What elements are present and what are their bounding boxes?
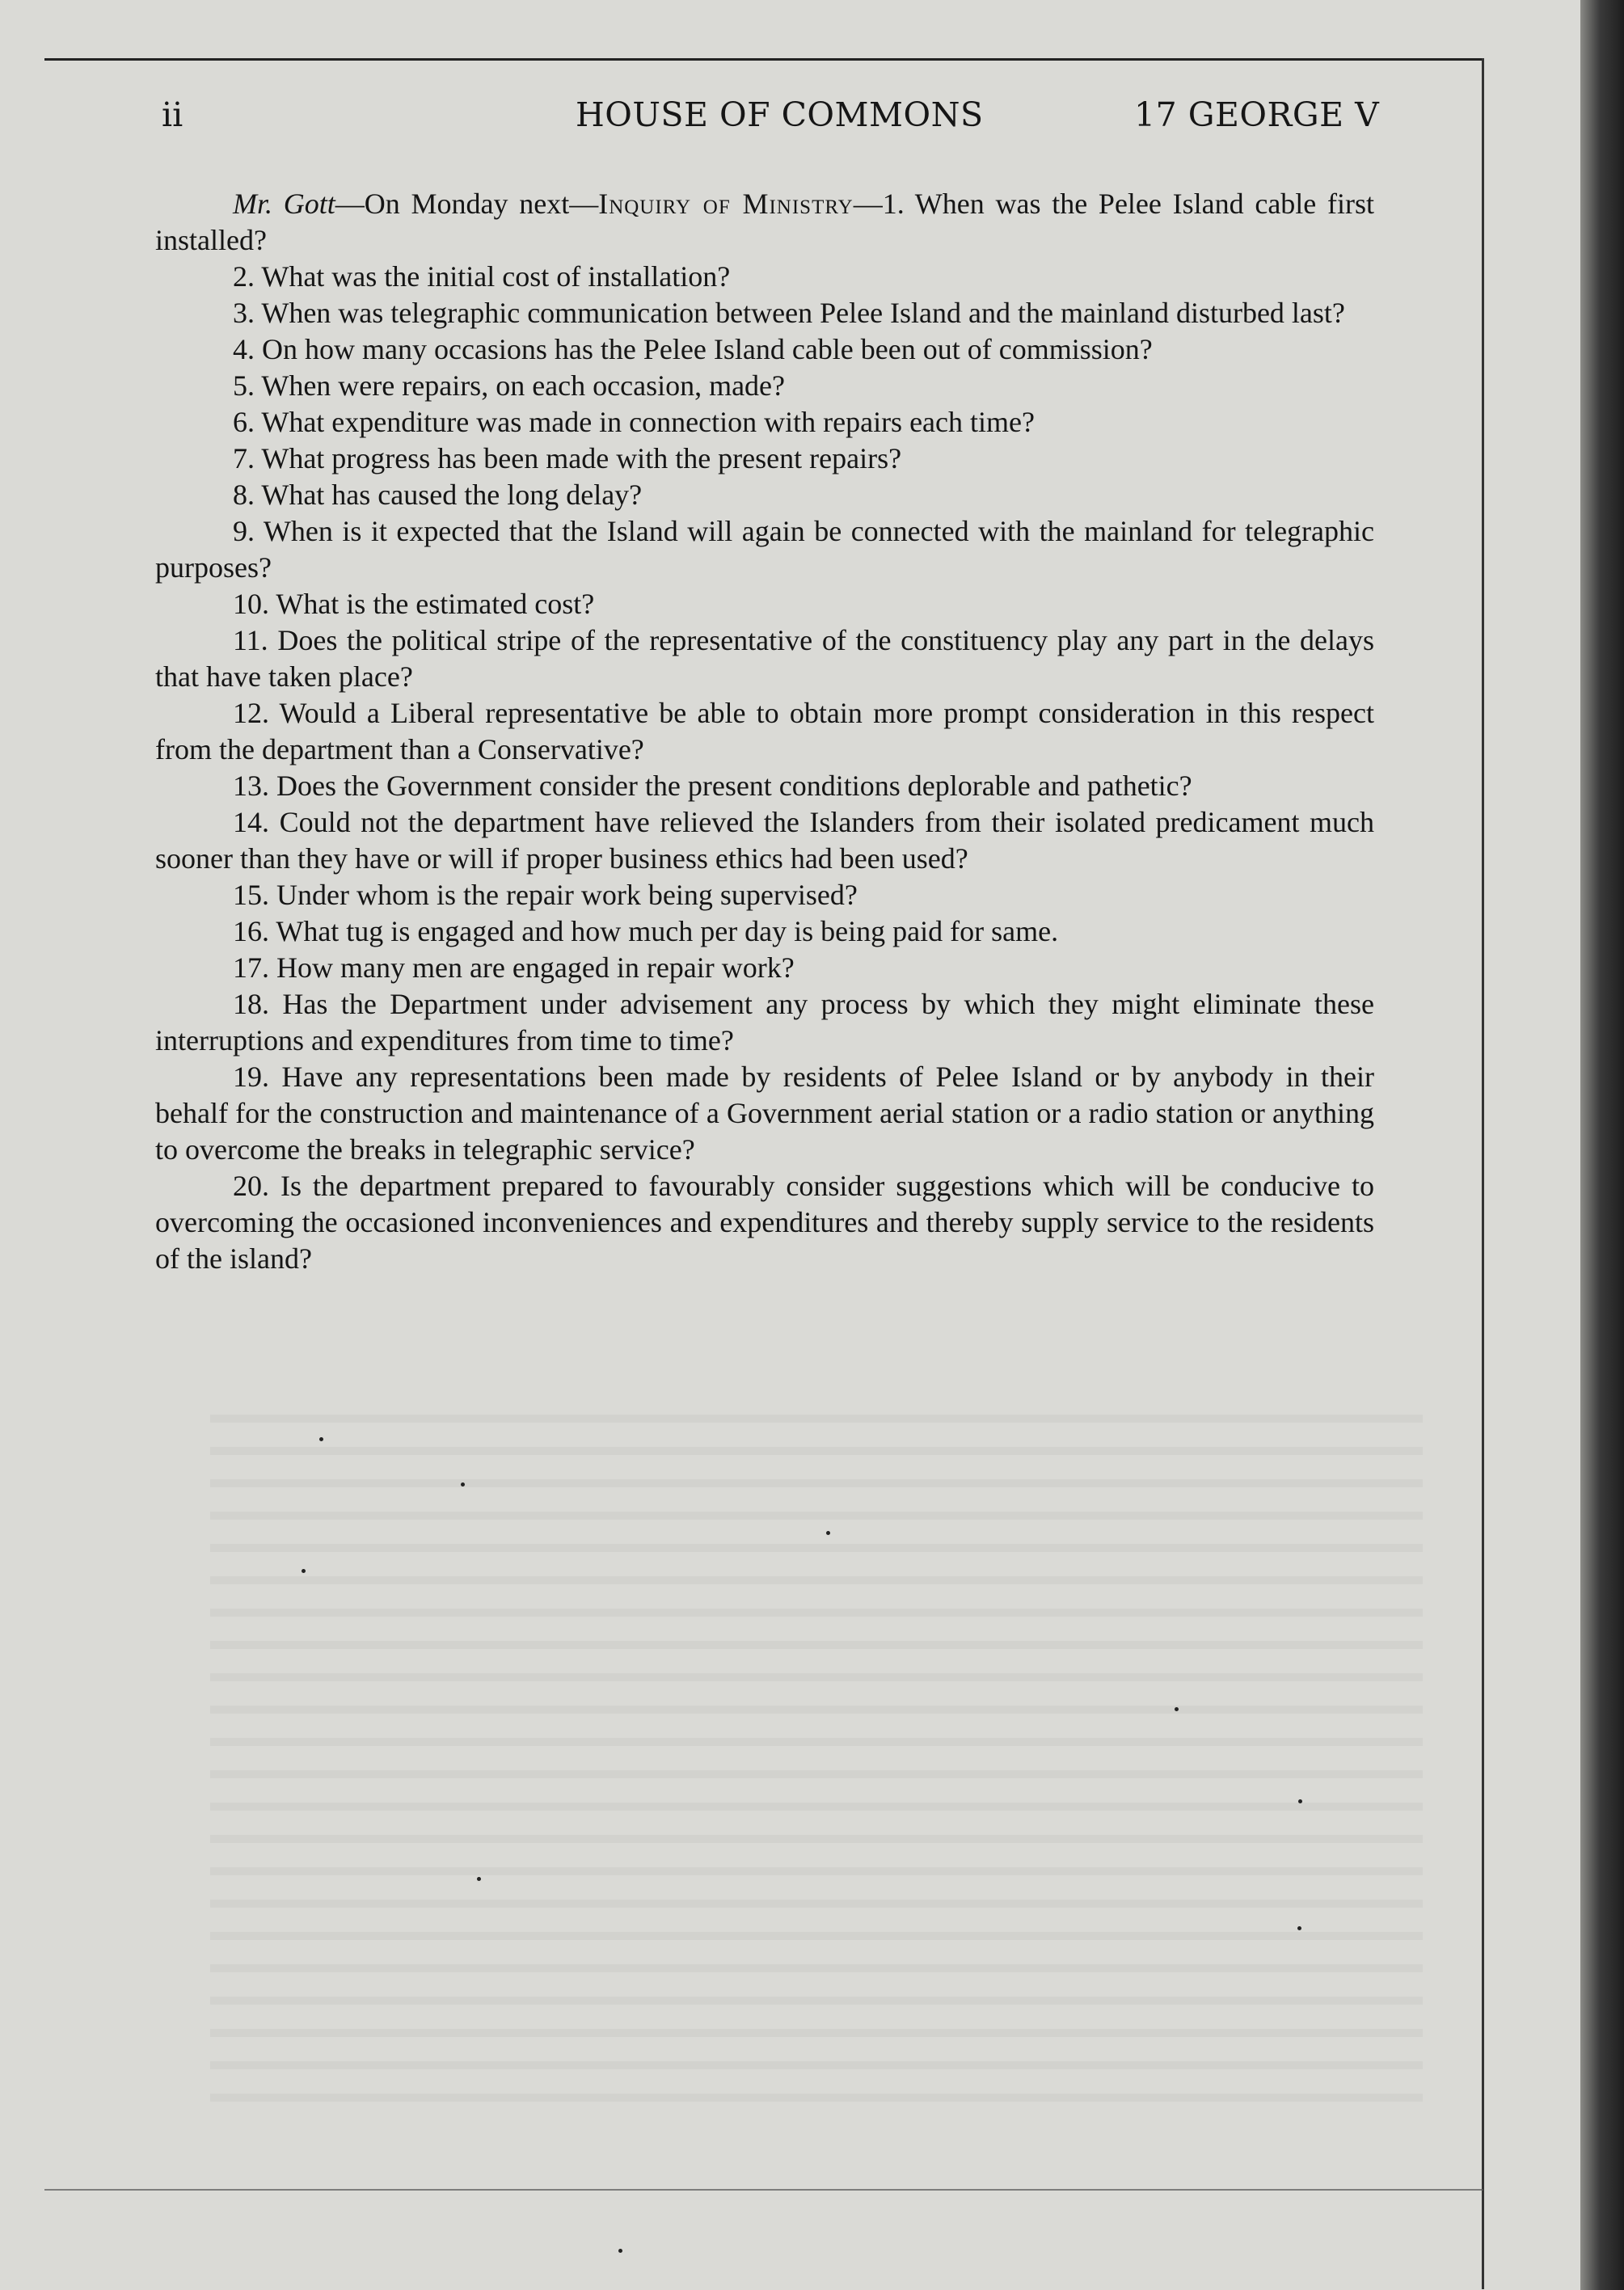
question-paragraph: 3. When was telegraphic communication between Pelee Island and the mainland disturbed last? bbox=[233, 297, 1345, 329]
ink-speck bbox=[319, 1437, 323, 1441]
question-paragraph: 15. Under whom is the repair work being supervised? bbox=[233, 879, 858, 911]
question-paragraph: 2. What was the initial cost of installation? bbox=[233, 260, 731, 293]
ink-speck bbox=[477, 1877, 481, 1881]
notice-date: —On Monday next— bbox=[335, 188, 599, 220]
notice-text bbox=[155, 186, 1374, 1277]
question-paragraph: 20. Is the department prepared to favourably consider suggestions which will be conducive to overcoming the occasioned inconveniences and expenditures and thereby supply service to the residents of the island? bbox=[155, 1170, 1374, 1275]
ink-speck bbox=[1297, 1926, 1301, 1930]
question-paragraph: 4. On how many occasions has the Pelee Island cable been out of commission? bbox=[233, 333, 1153, 365]
bleed-through-area bbox=[210, 1390, 1423, 2118]
ink-speck bbox=[302, 1569, 306, 1573]
question-paragraph: 13. Does the Government consider the present conditions deplorable and pathetic? bbox=[233, 770, 1192, 802]
question-paragraph: 9. When is it expected that the Island will again be connected with the mainland for telegraphic purposes? bbox=[155, 515, 1374, 584]
ink-speck bbox=[461, 1482, 465, 1487]
page-header bbox=[0, 95, 1580, 144]
question-1: —1. When was the Pelee Island cable first installed? bbox=[155, 188, 1375, 256]
ink-speck bbox=[1298, 1799, 1302, 1803]
ink-speck bbox=[1175, 1707, 1179, 1711]
page-title: HOUSE OF COMMONS bbox=[576, 95, 984, 134]
question-paragraph bbox=[155, 186, 1374, 259]
right-margin-rule bbox=[1482, 58, 1484, 2289]
question-paragraph: 8. What has caused the long delay? bbox=[233, 479, 643, 511]
question-paragraph: 7. What progress has been made with the present repairs? bbox=[233, 442, 902, 474]
question-paragraph: 16. What tug is engaged and how much per day is being paid for same. bbox=[233, 915, 1059, 947]
question-paragraph: 14. Could not the department have relieved the Islanders from their isolated predicament much sooner than they have or will if proper business ethics had been used? bbox=[155, 806, 1374, 875]
question-paragraph: 17. How many men are engaged in repair work? bbox=[233, 951, 795, 984]
regnal-year: 17 GEORGE V bbox=[1134, 95, 1380, 134]
top-rule bbox=[44, 58, 1483, 61]
ink-speck bbox=[618, 2249, 622, 2253]
ink-speck bbox=[826, 1531, 830, 1535]
question-paragraph: 6. What expenditure was made in connection with repairs each time? bbox=[233, 406, 1035, 438]
page-number: ii bbox=[162, 95, 183, 134]
page-edge-shadow bbox=[1580, 0, 1624, 2290]
question-paragraph: 5. When were repairs, on each occasion, made? bbox=[233, 369, 786, 402]
member-name: Mr. Gott bbox=[233, 188, 335, 220]
question-paragraph: 10. What is the estimated cost? bbox=[233, 588, 595, 620]
question-paragraph: 11. Does the political stripe of the representative of the constituency play any part in the delays that have taken place? bbox=[155, 624, 1374, 693]
question-paragraph: 18. Has the Department under advisement any process by which they might eliminate these interruptions and expenditures from time to time? bbox=[155, 988, 1374, 1056]
question-paragraph: 12. Would a Liberal representative be able to obtain more prompt consideration in this respect from the department than a Conservative? bbox=[155, 697, 1374, 765]
notice-heading: Inquiry of Ministry bbox=[598, 188, 854, 220]
bottom-rule bbox=[44, 2189, 1483, 2191]
question-paragraph: 19. Have any representations been made by residents of Pelee Island or by anybody in their behalf for the construction and maintenance of a Government aerial station or a radio station or anything to overcome the breaks in telegraphic service? bbox=[155, 1061, 1374, 1166]
